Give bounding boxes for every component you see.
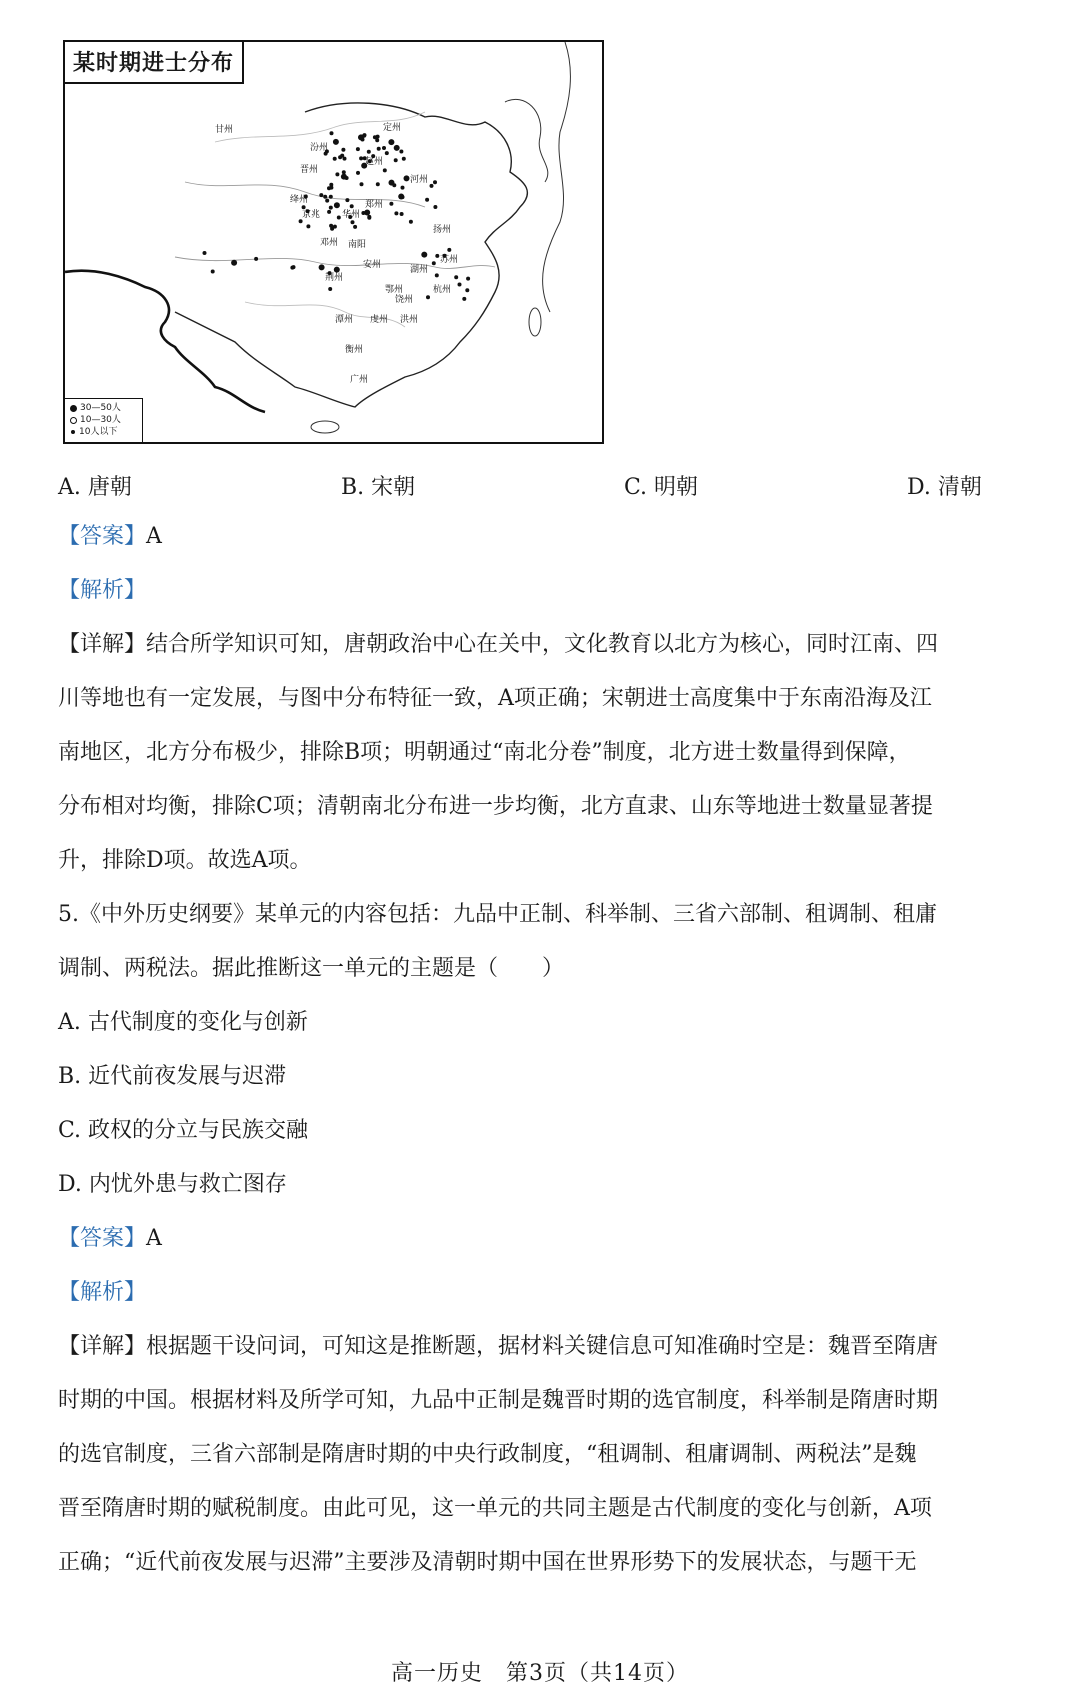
city-label: 邓州 xyxy=(320,238,339,248)
taiwan-island xyxy=(529,308,541,336)
jinshi-dot xyxy=(458,283,462,287)
jinshi-dot xyxy=(400,212,404,216)
jinshi-dot xyxy=(325,199,329,203)
city-label: 赵州 xyxy=(365,157,384,167)
q4-analysis-label: 【解析】 xyxy=(58,578,147,603)
jinshi-dot xyxy=(329,224,333,228)
legend-label: 10人以下 xyxy=(79,427,118,437)
jinshi-dot xyxy=(333,139,339,145)
jinshi-dot xyxy=(392,183,396,187)
q5-answer xyxy=(58,1224,162,1254)
option-c[interactable]: C. 明朝 xyxy=(624,475,699,500)
jinshi-dot xyxy=(345,176,349,180)
jinshi-dot xyxy=(394,145,400,151)
jinshi-dot xyxy=(329,206,333,210)
jinshi-dot xyxy=(203,251,207,255)
city-label: 郑州 xyxy=(365,200,384,210)
detail-label: 【详解】 xyxy=(58,632,147,657)
city-label: 安州 xyxy=(363,260,382,270)
answer-label: 【答案】 xyxy=(58,1226,147,1251)
jinshi-dot xyxy=(401,186,405,190)
q5-stem-line: 5.《中外历史纲要》某单元的内容包括：九品中正制、科举制、三省六部制、租调制、租庸 xyxy=(58,902,937,927)
jinshi-dot xyxy=(454,275,458,279)
jinshi-dot xyxy=(335,172,339,176)
city-label: 华州 xyxy=(342,210,361,220)
jinshi-dot xyxy=(388,139,394,145)
jinshi-dot xyxy=(360,182,364,186)
legend-row xyxy=(70,414,142,426)
q5-option-c[interactable]: C. 政权的分立与民族交融 xyxy=(58,1118,309,1143)
jinshi-dot xyxy=(319,193,323,197)
jinshi-dot xyxy=(306,224,310,228)
jinshi-dot xyxy=(399,150,403,154)
jinshi-dot xyxy=(337,216,341,220)
distribution-map xyxy=(63,40,604,444)
jinshi-dot xyxy=(330,131,334,135)
city-label: 广州 xyxy=(350,375,369,385)
jinshi-dot xyxy=(382,146,386,150)
q4-detail-line: 川等地也有一定发展，与图中分布特征一致，A项正确；宋朝进士高度集中于东南沿海及江 xyxy=(58,686,932,711)
jinshi-dot xyxy=(362,134,366,138)
jinshi-dot xyxy=(394,158,398,162)
option-b[interactable]: B. 宋朝 xyxy=(341,475,416,500)
city-label: 绛州 xyxy=(290,195,309,205)
jinshi-dot xyxy=(231,260,237,266)
city-label: 荆州 xyxy=(325,273,344,283)
jinshi-dot xyxy=(345,198,349,202)
japan-coast xyxy=(543,42,571,312)
coastline xyxy=(175,103,527,407)
jinshi-dot xyxy=(389,202,393,206)
q5-stem-line: 调制、两税法。据此推断这一单元的主题是（ ） xyxy=(58,956,565,981)
jinshi-dot xyxy=(340,154,344,158)
answer-value: A xyxy=(146,1226,162,1251)
jinshi-dot xyxy=(465,288,469,292)
jinshi-dot xyxy=(425,198,429,202)
city-label: 晋州 xyxy=(300,165,319,175)
jinshi-dot xyxy=(329,186,333,190)
jinshi-dot xyxy=(426,295,430,299)
jinshi-dot xyxy=(292,265,296,269)
jinshi-dot xyxy=(404,175,410,181)
jinshi-dot xyxy=(394,211,398,215)
q4-detail-line xyxy=(58,630,938,660)
q4-answer xyxy=(58,522,162,552)
page-footer: 高一历史 第3页（共14页） xyxy=(391,1661,689,1686)
q5-option-d[interactable]: D. 内忧外患与救亡图存 xyxy=(58,1172,287,1197)
jinshi-dot xyxy=(377,147,381,151)
city-label: 定州 xyxy=(383,123,402,133)
city-label: 虔州 xyxy=(370,315,389,325)
legend-label: 10—30人 xyxy=(80,415,121,425)
jinshi-dot xyxy=(409,220,413,224)
jinshi-dot xyxy=(361,138,365,142)
jinshi-dot xyxy=(356,171,360,175)
legend-row xyxy=(70,426,142,438)
city-label: 南阳 xyxy=(348,240,367,250)
jinshi-dot xyxy=(359,156,363,160)
map-title: 某时期进士分布 xyxy=(65,42,244,84)
jinshi-dot xyxy=(211,270,215,274)
jinshi-dot xyxy=(323,195,327,199)
jinshi-dot xyxy=(398,194,404,200)
option-a[interactable]: A. 唐朝 xyxy=(58,475,132,500)
korea-coast xyxy=(505,99,548,182)
jinshi-dot xyxy=(333,157,337,161)
jinshi-dot xyxy=(341,148,345,152)
option-d[interactable]: D. 清朝 xyxy=(907,475,982,500)
city-label: 鄂州 xyxy=(385,285,404,295)
jinshi-dot xyxy=(327,210,331,214)
city-label: 汾州 xyxy=(310,143,329,153)
q4-detail-line: 升，排除D项。故选A项。 xyxy=(58,848,312,873)
q5-option-a[interactable]: A. 古代制度的变化与创新 xyxy=(58,1010,308,1035)
city-label: 潭州 xyxy=(335,315,354,325)
city-label: 扬州 xyxy=(433,225,452,235)
jinshi-dot xyxy=(421,252,427,258)
city-label: 京兆 xyxy=(302,210,321,220)
jinshi-dot xyxy=(435,273,439,277)
jinshi-dot xyxy=(356,147,360,151)
jinshi-dot xyxy=(433,180,437,184)
legend-circle-icon xyxy=(70,417,77,424)
jinshi-dot xyxy=(432,261,436,265)
q5-detail-line: 晋至隋唐时期的赋税制度。由此可见，这一单元的共同主题是古代制度的变化与创新，A项 xyxy=(58,1496,932,1521)
city-label: 饶州 xyxy=(395,295,414,305)
legend-small-dot-icon xyxy=(71,430,75,434)
jinshi-dot xyxy=(334,202,340,208)
jinshi-dot xyxy=(462,297,466,301)
legend-label: 30—50人 xyxy=(80,403,121,413)
q5-detail-line xyxy=(58,1332,938,1362)
q5-detail-line: 时期的中国。根据材料及所学可知，九品中正制是魏晋时期的选官制度，科举制是隋唐时期 xyxy=(58,1388,939,1413)
city-label: 杭州 xyxy=(433,285,452,295)
legend-large-dot-icon xyxy=(70,405,77,412)
q5-detail-line: 正确；“近代前夜发展与迟滞”主要涉及清朝时期中国在世界形势下的发展状态，与题干无 xyxy=(58,1550,917,1575)
city-label: 苏州 xyxy=(440,255,459,265)
jinshi-dot xyxy=(329,195,333,199)
q4-detail-line: 南地区，北方分布极少，排除B项；明朝通过“南北分卷”制度，北方进士数量得到保障， xyxy=(58,740,911,765)
detail-label: 【详解】 xyxy=(58,1334,147,1359)
q4-detail-line: 分布相对均衡，排除C项；清朝南北分布进一步均衡，北方直隶、山东等地进士数量显著提 xyxy=(58,794,933,819)
jinshi-dot xyxy=(402,157,406,161)
city-label: 衡州 xyxy=(345,345,364,355)
jinshi-dot xyxy=(351,220,355,224)
answer-value: A xyxy=(146,524,162,549)
jinshi-dot xyxy=(254,257,258,261)
hainan-island xyxy=(311,421,339,433)
q5-detail-line: 的选官制度，三省六部制是隋唐时期的中央行政制度，“租调制、租庸调制、两税法”是魏 xyxy=(58,1442,917,1467)
jinshi-dot xyxy=(385,151,389,155)
city-label: 洪州 xyxy=(400,315,419,325)
legend-row xyxy=(70,402,142,414)
jinshi-dot xyxy=(376,182,380,186)
answer-label: 【答案】 xyxy=(58,524,147,549)
jinshi-dot xyxy=(367,216,371,220)
city-label: 湖州 xyxy=(410,265,429,275)
jinshi-dot xyxy=(328,287,332,291)
jinshi-dot xyxy=(373,135,377,139)
city-label: 河州 xyxy=(410,175,429,185)
jinshi-dot xyxy=(364,210,370,216)
jinshi-dot xyxy=(353,225,357,229)
q5-analysis-label: 【解析】 xyxy=(58,1280,147,1305)
detail-text: 根据题干设问词，可知这是推断题，据材料关键信息可知准确时空是：魏晋至隋唐 xyxy=(146,1334,939,1359)
jinshi-dot xyxy=(466,277,470,281)
city-label: 甘州 xyxy=(215,125,234,135)
jinshi-dot xyxy=(383,168,387,172)
detail-text: 结合所学知识可知，唐朝政治中心在关中，文化教育以北方为核心，同时江南、四 xyxy=(146,632,939,657)
jinshi-dot xyxy=(435,254,439,258)
jinshi-dot xyxy=(430,184,434,188)
q5-option-b[interactable]: B. 近代前夜发展与迟滞 xyxy=(58,1064,287,1089)
map-legend xyxy=(65,398,143,442)
q4-options xyxy=(58,470,1018,500)
jinshi-dot xyxy=(433,205,437,209)
jinshi-dot xyxy=(319,264,325,270)
